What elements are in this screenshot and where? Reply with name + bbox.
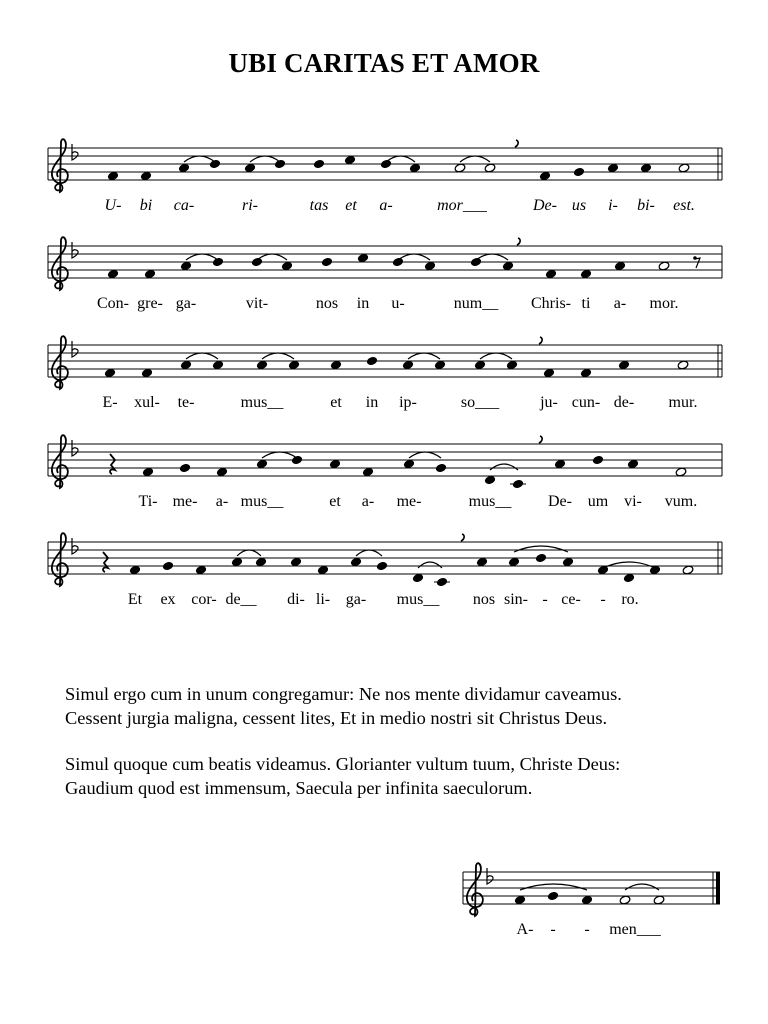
- slur: [398, 254, 430, 260]
- lyric-syllable: in: [365, 394, 379, 411]
- lyric-syllable: Chris-: [531, 295, 571, 312]
- slur: [409, 452, 441, 458]
- lyric-syllable: mor.: [649, 295, 679, 312]
- quarter-note: [244, 163, 256, 173]
- lyric-syllable: ce-: [561, 591, 581, 608]
- lyric-syllable: a-: [215, 493, 229, 510]
- slur: [418, 562, 442, 568]
- quarter-note: [107, 269, 119, 279]
- lyric-syllable: cor-: [191, 591, 217, 608]
- quarter-note: [231, 557, 243, 567]
- music-system-3: [0, 333, 768, 413]
- slur: [476, 254, 508, 260]
- lyric-syllable: -: [584, 921, 590, 938]
- verse-2: [65, 752, 745, 800]
- lyric-syllable: te-: [177, 394, 195, 411]
- quarter-note: [212, 257, 224, 267]
- slur: [262, 452, 297, 458]
- treble-clef: [467, 863, 483, 916]
- lyric-syllable: in: [356, 295, 370, 312]
- quarter-note: [144, 269, 156, 279]
- lyric-syllable: ri-: [242, 197, 258, 214]
- lyric-syllable: de__: [225, 591, 257, 608]
- quarter-note: [409, 163, 421, 173]
- lyric-syllable: so___: [460, 394, 500, 411]
- lyric-syllable: Et: [127, 591, 143, 608]
- quarter-note: [256, 360, 268, 370]
- quarter-note: [255, 557, 267, 567]
- quarter-note: [162, 561, 174, 571]
- slur: [257, 254, 287, 260]
- quarter-note: [179, 463, 191, 473]
- quarter-note: [362, 467, 374, 477]
- quarter-note: [474, 360, 486, 370]
- slur: [386, 156, 415, 162]
- lyric-syllable: nos: [472, 591, 496, 608]
- half-note: [658, 261, 670, 271]
- slur: [520, 884, 587, 890]
- treble-clef: [52, 139, 68, 192]
- quarter-note: [543, 368, 555, 378]
- quarter-note: [357, 253, 369, 263]
- lyric-syllable: men___: [609, 921, 661, 938]
- lyric-syllable: ro.: [621, 591, 639, 608]
- half-note: [484, 163, 496, 173]
- quarter-note: [514, 895, 526, 905]
- half-note: [653, 895, 665, 905]
- quarter-note: [402, 360, 414, 370]
- lyric-syllable: vi-: [624, 493, 642, 510]
- quarter-note: [623, 573, 635, 583]
- lyric-syllable: tas: [309, 197, 329, 214]
- quarter-note: [470, 257, 482, 267]
- quarter-note: [508, 557, 520, 567]
- breath-mark: [539, 337, 542, 344]
- lyric-syllable: A-: [516, 921, 534, 938]
- quarter-note: [502, 261, 514, 271]
- lyric-syllable: u-: [391, 295, 405, 312]
- lyric-syllable: De-: [533, 197, 557, 214]
- lyric-syllable: mus__: [240, 394, 284, 411]
- quarter-note: [321, 257, 333, 267]
- key-signature-flat: [72, 341, 78, 357]
- lyric-syllable: et: [345, 197, 357, 214]
- lyric-syllable: ti: [581, 295, 591, 312]
- quarter-rest: [110, 454, 115, 474]
- lyric-syllable: a-: [379, 197, 393, 214]
- quarter-note: [627, 459, 639, 469]
- quarter-note: [547, 891, 559, 901]
- quarter-note: [195, 565, 207, 575]
- quarter-note: [129, 565, 141, 575]
- lyric-syllable: mus__: [396, 591, 440, 608]
- music-system-4: [0, 432, 768, 512]
- quarter-note: [573, 167, 585, 177]
- half-note: [454, 163, 466, 173]
- music-system-1: [0, 136, 768, 216]
- lyric-syllable: li-: [315, 591, 331, 608]
- lyric-syllable: mur.: [668, 394, 698, 411]
- quarter-note: [329, 459, 341, 469]
- lyric-syllable: me-: [172, 493, 198, 510]
- lyric-syllable: ga-: [175, 295, 197, 312]
- lyric-syllable: nos: [315, 295, 339, 312]
- lyric-syllable: di-: [287, 591, 305, 608]
- lyric-syllable: Ti-: [138, 493, 158, 510]
- quarter-note: [539, 171, 551, 181]
- amen-system: [0, 860, 768, 940]
- lyric-syllable: me-: [396, 493, 422, 510]
- quarter-note: [614, 261, 626, 271]
- half-note: [619, 895, 631, 905]
- quarter-note: [484, 475, 496, 485]
- breath-mark: [461, 534, 464, 541]
- quarter-note: [580, 368, 592, 378]
- quarter-note: [476, 557, 488, 567]
- lyric-syllable: et: [329, 493, 341, 510]
- quarter-note: [366, 356, 378, 366]
- quarter-note: [290, 557, 302, 567]
- quarter-note: [424, 261, 436, 271]
- quarter-note: [380, 159, 392, 169]
- lyric-syllable: vit-: [245, 295, 269, 312]
- treble-clef: [52, 533, 68, 586]
- slur: [603, 562, 655, 568]
- quarter-note: [350, 557, 362, 567]
- treble-clef: [52, 435, 68, 488]
- slur: [262, 353, 294, 359]
- quarter-note: [288, 360, 300, 370]
- quarter-note: [392, 257, 404, 267]
- lyric-syllable: -: [550, 921, 556, 938]
- music-system-2: [0, 234, 768, 314]
- quarter-note: [104, 368, 116, 378]
- quarter-note: [107, 171, 119, 181]
- slur: [625, 884, 659, 890]
- slur: [186, 254, 218, 260]
- lyric-syllable: -: [542, 591, 548, 608]
- quarter-note: [141, 368, 153, 378]
- quarter-note: [506, 360, 518, 370]
- lyric-syllable: sin-: [504, 591, 528, 608]
- lyric-syllable: cun-: [571, 394, 601, 411]
- quarter-note: [510, 479, 526, 489]
- quarter-note: [581, 895, 593, 905]
- key-signature-flat: [487, 868, 493, 884]
- slur: [250, 156, 280, 162]
- quarter-note: [434, 360, 446, 370]
- quarter-note: [434, 577, 450, 587]
- quarter-note: [180, 360, 192, 370]
- lyric-syllable: us: [571, 197, 587, 214]
- lyric-syllable: ga-: [345, 591, 367, 608]
- quarter-note: [344, 155, 356, 165]
- quarter-note: [216, 467, 228, 477]
- slur: [514, 546, 568, 552]
- verse-1: [65, 682, 745, 730]
- verse-line: Gaudium quod est immensum, Saecula per infinita saeculorum.: [65, 778, 533, 798]
- lyric-syllable: vum.: [664, 493, 698, 510]
- slur: [460, 156, 490, 162]
- lyric-syllable: gre-: [137, 295, 163, 312]
- quarter-note: [313, 159, 325, 169]
- lyric-syllable: U-: [104, 197, 122, 214]
- lyric-syllable: bi-: [637, 197, 655, 214]
- key-signature-flat: [72, 144, 78, 160]
- lyric-syllable: i-: [608, 197, 618, 214]
- quarter-note: [330, 360, 342, 370]
- breath-mark: [517, 238, 520, 245]
- half-note: [682, 565, 694, 575]
- quarter-note: [256, 459, 268, 469]
- treble-clef: [52, 336, 68, 389]
- quarter-note: [251, 257, 263, 267]
- lyric-syllable: mus__: [468, 493, 512, 510]
- lyric-syllable: Con-: [97, 295, 129, 312]
- quarter-note: [412, 573, 424, 583]
- half-note: [675, 467, 687, 477]
- lyric-syllable: ju-: [540, 394, 558, 411]
- slur: [480, 353, 512, 359]
- lyric-syllable: ex: [160, 591, 176, 608]
- quarter-note: [140, 171, 152, 181]
- verse-line: Simul ergo cum in unum congregamur: Ne nos mente dividamur caveamus.: [65, 684, 622, 704]
- quarter-note: [592, 455, 604, 465]
- half-note: [678, 163, 690, 173]
- key-signature-flat: [72, 538, 78, 554]
- key-signature-flat: [72, 440, 78, 456]
- page-title: UBI CARITAS ET AMOR: [228, 48, 540, 78]
- half-note: [677, 360, 689, 370]
- slur: [184, 156, 215, 162]
- lyric-syllable: mus__: [240, 493, 284, 510]
- lyric-syllable: xul-: [134, 394, 160, 411]
- lyric-syllable: ip-: [399, 394, 417, 411]
- lyric-syllable: num__: [453, 295, 499, 312]
- quarter-note: [580, 269, 592, 279]
- slur: [356, 550, 382, 556]
- quarter-note: [562, 557, 574, 567]
- key-signature-flat: [72, 242, 78, 258]
- quarter-note: [403, 459, 415, 469]
- quarter-note: [209, 159, 221, 169]
- quarter-note: [317, 565, 329, 575]
- lyric-syllable: De-: [548, 493, 572, 510]
- quarter-note: [435, 463, 447, 473]
- quarter-note: [291, 455, 303, 465]
- lyric-syllable: a-: [361, 493, 375, 510]
- lyric-syllable: um: [587, 493, 609, 510]
- slur: [237, 550, 261, 556]
- quarter-note: [618, 360, 630, 370]
- music-system-5: [0, 530, 768, 610]
- lyric-syllable: est.: [673, 197, 695, 214]
- quarter-note: [640, 163, 652, 173]
- slur: [186, 353, 218, 359]
- lyric-syllable: a-: [613, 295, 627, 312]
- verse-line: Cessent jurgia maligna, cessent lites, Et in medio nostri sit Christus Deus.: [65, 708, 608, 728]
- quarter-note: [142, 467, 154, 477]
- lyric-syllable: ca-: [173, 197, 195, 214]
- quarter-note: [178, 163, 190, 173]
- breath-mark: [539, 436, 542, 443]
- quarter-rest: [103, 552, 108, 572]
- quarter-note: [545, 269, 557, 279]
- lyric-syllable: -: [600, 591, 606, 608]
- slur: [490, 464, 518, 470]
- lyric-syllable: bi: [139, 197, 153, 214]
- treble-clef: [52, 237, 68, 290]
- slur: [408, 353, 440, 359]
- breath-mark: [515, 140, 518, 147]
- lyric-syllable: de-: [613, 394, 635, 411]
- verse-line: Simul quoque cum beatis videamus. Glorianter vultum tuum, Christe Deus:: [65, 754, 621, 774]
- lyric-syllable: mor___: [437, 197, 487, 214]
- quarter-note: [180, 261, 192, 271]
- quarter-note: [376, 561, 388, 571]
- lyric-syllable: et: [330, 394, 342, 411]
- quarter-note: [535, 553, 547, 563]
- quarter-note: [607, 163, 619, 173]
- quarter-note: [554, 459, 566, 469]
- lyric-syllable: E-: [102, 394, 118, 411]
- quarter-note: [274, 159, 286, 169]
- quarter-note: [212, 360, 224, 370]
- quarter-note: [281, 261, 293, 271]
